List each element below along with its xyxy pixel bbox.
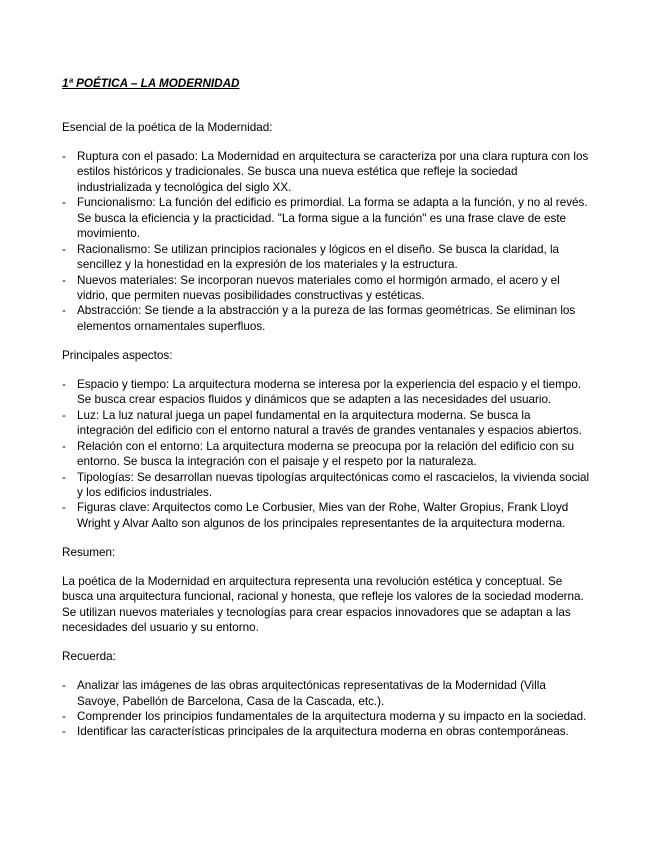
text-line: Funcionalismo: La función del edificio es primordial. La forma se adapta a la función, y no al revés. [77, 196, 588, 210]
list-item [62, 149, 607, 195]
text-line: Nuevos materiales: Se incorporan nuevos materiales como el hormigón armado, el acero y el [77, 273, 560, 287]
section-heading-essential: Esencial de la poética de la Modernidad: [62, 120, 273, 134]
text-line: estilos históricos y tradicionales. Se busca una nueva estética que refleje la sociedad [77, 165, 518, 179]
list-item [62, 709, 607, 724]
bullet-dash: - [62, 149, 66, 163]
text-line: integración del edificio con el entorno natural a través de grandes ventanales y espacios abiertos. [77, 424, 582, 438]
text-line: busca una arquitectura funcional, racional y honesta, que refleje los valores de la sociedad moderna. [62, 590, 584, 604]
text-line: Relación con el entorno: La arquitectura moderna se preocupa por la relación del edificio con su [77, 439, 575, 453]
list-item [62, 377, 607, 408]
section-heading-aspects: Principales aspectos: [62, 348, 173, 362]
bullet-dash: - [62, 501, 66, 515]
document-title: 1ª POÉTICA – LA MODERNIDAD [62, 77, 240, 90]
list-item [62, 678, 607, 709]
essential-list [62, 149, 607, 334]
text-line: Savoye, Pabellón de Barcelona, Casa de la Cascada, etc.). [77, 694, 385, 708]
text-line: Se busca crear espacios fluidos y dinámicos que se adapten a las necesidades del usuario. [77, 393, 552, 407]
list-item [62, 242, 607, 273]
bullet-dash: - [62, 725, 66, 739]
section-heading-summary: Resumen: [62, 545, 116, 559]
section-heading-reminder: Recuerda: [62, 650, 116, 664]
bullet-dash: - [62, 679, 66, 693]
text-line: vidrio, que permiten nuevas posibilidades constructivas y estéticas. [77, 288, 425, 302]
text-line: Ruptura con el pasado: La Modernidad en arquitectura se caracteriza por una clara ruptura con los [77, 149, 589, 163]
bullet-dash: - [62, 439, 66, 453]
text-line: elementos ornamentales superfluos. [77, 319, 266, 333]
text-line: entorno. Se busca la integración con el paisaje y el respeto por la naturaleza. [77, 455, 477, 469]
text-line: sencillez y la honestidad en la expresión de los materiales y la estructura. [77, 258, 458, 272]
text-line: Se utilizan nuevos materiales y tecnologías para crear espacios innovadores que se adaptan a las [62, 605, 571, 619]
bullet-dash: - [62, 196, 66, 210]
text-line: Espacio y tiempo: La arquitectura moderna se interesa por la experiencia del espacio y el tiempo. [77, 377, 582, 391]
text-line: Se busca la eficiencia y la practicidad. "La forma sigue a la función" es una frase clave de este [77, 211, 567, 225]
aspects-list [62, 377, 607, 532]
text-line: Figuras clave: Arquitectos como Le Corbusier, Mies van der Rohe, Walter Gropius, Frank Lloyd [77, 501, 569, 515]
text-line: Racionalismo: Se utilizan principios racionales y lógicos en el diseño. Se busca la claridad, la [77, 242, 560, 256]
bullet-dash: - [62, 273, 66, 287]
list-item [62, 303, 607, 334]
bullet-dash: - [62, 377, 66, 391]
summary-paragraph [62, 574, 607, 636]
text-line: movimiento. [77, 227, 141, 241]
text-line: Identificar las características principales de la arquitectura moderna en obras contemporáneas. [77, 725, 569, 739]
list-item [62, 408, 607, 439]
bullet-dash: - [62, 242, 66, 256]
text-line: Tipologías: Se desarrollan nuevas tipologías arquitectónicas como el rascacielos, la vivienda social [77, 470, 590, 484]
list-item [62, 195, 607, 241]
text-line: Analizar las imágenes de las obras arquitectónicas representativas de la Modernidad (Villa [77, 679, 546, 693]
text-line: La poética de la Modernidad en arquitectura representa una revolución estética y conceptual. Se [62, 574, 563, 588]
list-item [62, 439, 607, 470]
bullet-dash: - [62, 408, 66, 422]
list-item [62, 470, 607, 501]
text-line: Luz: La luz natural juega un papel fundamental en la arquitectura moderna. Se busca la [77, 408, 531, 422]
bullet-dash: - [62, 470, 66, 484]
text-line: necesidades del usuario y su entorno. [62, 621, 259, 635]
list-item [62, 724, 607, 739]
text-line: y los edificios industriales. [77, 485, 213, 499]
reminder-list [62, 678, 607, 740]
text-line: Wright y Alvar Aalto son algunos de los principales representantes de la arquitectura moderna. [77, 516, 566, 530]
list-item [62, 500, 607, 531]
document-body [62, 76, 607, 753]
bullet-dash: - [62, 304, 66, 318]
text-line: Abstracción: Se tiende a la abstracción y a la pureza de las formas geométricas. Se eliminan los [77, 304, 576, 318]
bullet-dash: - [62, 709, 66, 723]
text-line: industrializada y tecnológica del siglo XX. [77, 180, 292, 194]
text-line: Comprender los principios fundamentales de la arquitectura moderna y su impacto en la sociedad. [77, 709, 587, 723]
list-item [62, 273, 607, 304]
